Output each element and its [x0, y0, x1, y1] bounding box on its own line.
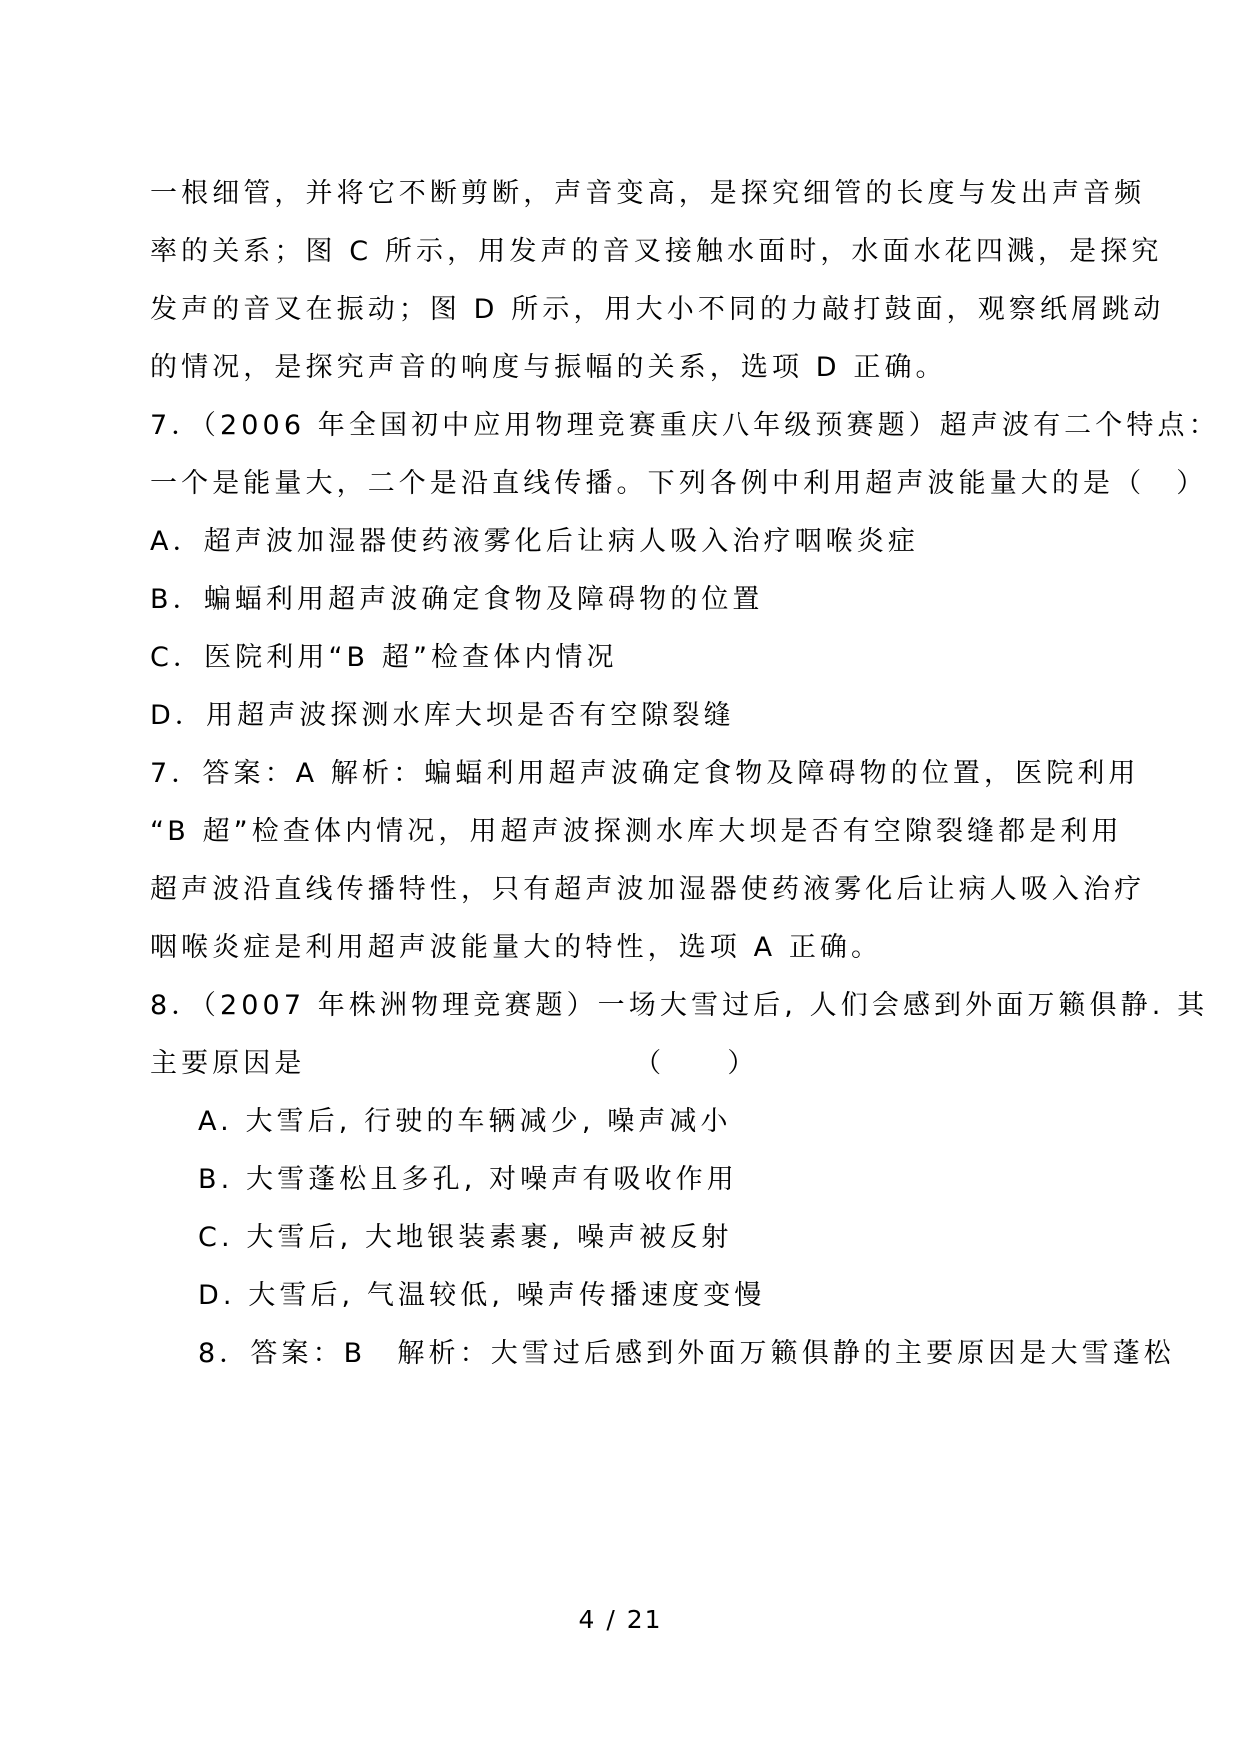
question-7-stem-line-2: 一个是能量大，二个是沿直线传播。下列各例中利用超声波能量大的是（ ） [150, 468, 1208, 499]
question-7-option-a: A．超声波加湿器使药液雾化后让病人吸入治疗咽喉炎症 [150, 526, 919, 557]
text-line-3: 发声的音叉在振动；图 D 所示，用大小不同的力敲打鼓面，观察纸屑跳动 [150, 294, 1165, 325]
question-7-option-c: C．医院利用“B 超”检查体内情况 [150, 642, 618, 673]
question-7-stem-line-1: 7．（2006 年全国初中应用物理竞赛重庆八年级预赛题）超声波有二个特点： [150, 410, 1220, 441]
question-8-option-d: D. 大雪后, 气温较低, 噪声传播速度变慢 [198, 1280, 766, 1311]
text-line-2: 率的关系；图 C 所示，用发声的音叉接触水面时，水面水花四溅，是探究 [150, 236, 1163, 267]
question-8-stem-line-1: 8．（2007 年株洲物理竞赛题）一场大雪过后, 人们会感到外面万籁俱静. 其 [150, 990, 1209, 1021]
question-7-answer-line-2: “B 超”检查体内情况，用超声波探测水库大坝是否有空隙裂缝都是利用 [150, 816, 1123, 847]
question-7-option-d: D．用超声波探测水库大坝是否有空隙裂缝 [150, 700, 735, 731]
page-number: 4 / 21 [578, 1605, 663, 1634]
question-8-stem-line-2: 主要原因是 （ ） [150, 1048, 759, 1079]
question-7-answer-line-3: 超声波沿直线传播特性，只有超声波加湿器使药液雾化后让病人吸入治疗 [150, 874, 1146, 905]
question-8-option-c: C. 大雪后, 大地银装素裹, 噪声被反射 [198, 1222, 733, 1253]
question-7-option-b: B．蝙蝠利用超声波确定食物及障碍物的位置 [150, 584, 764, 615]
question-8-option-a: A. 大雪后, 行驶的车辆减少, 噪声减小 [198, 1106, 732, 1137]
text-line-1: 一根细管，并将它不断剪断，声音变高，是探究细管的长度与发出声音频 [150, 178, 1146, 209]
question-7-answer-line-1: 7．答案：A 解析：蝙蝠利用超声波确定食物及障碍物的位置，医院利用 [150, 758, 1140, 789]
question-8-option-b: B. 大雪蓬松且多孔, 对噪声有吸收作用 [198, 1164, 738, 1195]
question-7-answer-line-4: 咽喉炎症是利用超声波能量大的特性，选项 A 正确。 [150, 932, 883, 963]
question-8-answer-line-1: 8．答案：B 解析：大雪过后感到外面万籁俱静的主要原因是大雪蓬松 [198, 1338, 1175, 1369]
text-line-4: 的情况，是探究声音的响度与振幅的关系，选项 D 正确。 [150, 352, 947, 383]
